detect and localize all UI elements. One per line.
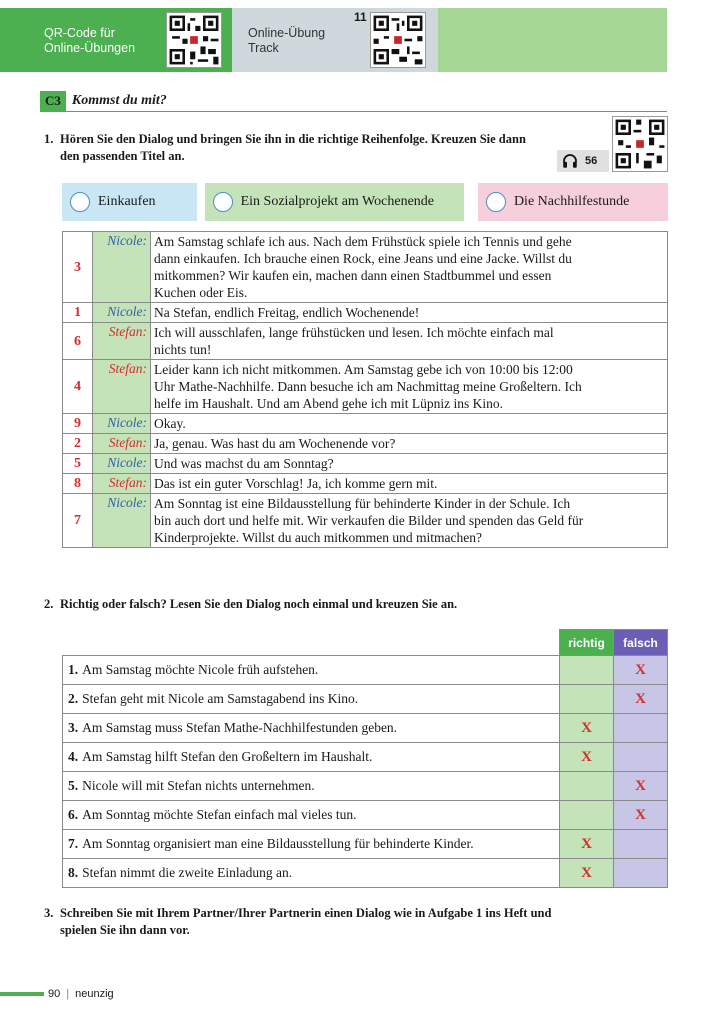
dialog-order-number[interactable]: 8	[63, 474, 93, 494]
statement-cell	[63, 801, 560, 830]
dialog-order-number[interactable]: 4	[63, 360, 93, 414]
qr-code-icon[interactable]	[370, 12, 426, 68]
task3-line2: spielen Sie ihn dann vor.	[60, 923, 190, 937]
statement-text: Am Samstag möchte Nicole früh aufstehen.	[82, 662, 319, 677]
option-label: Einkaufen	[98, 194, 156, 209]
dialog-speaker: Stefan:	[93, 323, 151, 360]
header-spacer	[63, 630, 560, 656]
header-band	[0, 8, 667, 72]
dialog-text-line: dann einkaufen. Ich brauche einen Rock, eine Jeans und eine Jacke. Willst du	[154, 251, 572, 266]
dialog-text	[151, 232, 668, 303]
dialog-row	[63, 494, 668, 548]
dialog-speaker: Stefan:	[93, 474, 151, 494]
falsch-checkbox[interactable]: X	[614, 772, 668, 801]
dialog-text	[151, 323, 668, 360]
dialog-speaker: Nicole:	[93, 454, 151, 474]
statement-row	[63, 656, 668, 685]
footer-accent-bar	[0, 992, 44, 996]
dialog-text-line: Ich will ausschlafen, lange frühstücken und lesen. Ich möchte einfach mal	[154, 325, 554, 340]
dialog-text	[151, 414, 668, 434]
true-false-table-body	[63, 630, 668, 888]
statement-text: Nicole will mit Stefan nichts unternehmen.	[82, 778, 315, 793]
statement-cell	[63, 859, 560, 888]
dialog-text	[151, 494, 668, 548]
option-label: Ein Sozialprojekt am Wochenende	[240, 194, 434, 209]
falsch-checkbox[interactable]	[614, 714, 668, 743]
falsch-checkbox[interactable]	[614, 830, 668, 859]
dialog-row	[63, 454, 668, 474]
dialog-text-line: mitkommen? Wir kaufen ein, machen dann einen Stadtbummel und essen	[154, 268, 552, 283]
dialog-speaker: Nicole:	[93, 494, 151, 548]
dialog-text-line: Ja, genau. Was hast du am Wochenende vor?	[154, 436, 396, 451]
option-label: Die Nachhilfestunde	[513, 194, 630, 209]
task2-number: 2.	[44, 597, 54, 611]
dialog-text-line: Uhr Mathe-Nachhilfe. Dann besuche ich am Nachmittag meine Großeltern. Ich	[154, 379, 582, 394]
statement-text: Am Samstag muss Stefan Mathe-Nachhilfestunden geben.	[82, 720, 398, 735]
dialog-row	[63, 360, 668, 414]
qr-code-icon[interactable]	[166, 12, 222, 68]
qr2-label-line1: Online-Übung	[248, 26, 326, 40]
richtig-checkbox[interactable]	[560, 656, 614, 685]
dialog-text-line: nichts tun!	[154, 342, 212, 357]
dialog-table-body	[63, 232, 668, 548]
qr-pattern-icon	[613, 117, 667, 171]
dialog-text-line: bin auch dort und helfe mit. Wir verkaufen die Bilder und spenden das Geld für	[154, 513, 584, 528]
richtig-checkbox[interactable]: X	[560, 743, 614, 772]
dialog-text	[151, 303, 668, 323]
task3-instruction	[44, 905, 551, 939]
qr2-label	[248, 26, 325, 56]
statement-cell	[63, 714, 560, 743]
dialog-row	[63, 323, 668, 360]
column-header-richtig: richtig	[560, 630, 614, 656]
dialog-speaker: Nicole:	[93, 232, 151, 303]
richtig-checkbox[interactable]	[560, 685, 614, 714]
dialog-speaker: Stefan:	[93, 360, 151, 414]
dialog-text-line: Kinderprojekte. Willst du auch mitkommen und mitmachen?	[154, 530, 483, 545]
statement-cell	[63, 656, 560, 685]
statement-row	[63, 859, 668, 888]
qr2-label-line2: Track	[248, 41, 279, 55]
falsch-checkbox[interactable]: X	[614, 685, 668, 714]
statement-cell	[63, 830, 560, 859]
richtig-checkbox[interactable]	[560, 772, 614, 801]
dialog-order-number[interactable]: 2	[63, 434, 93, 454]
statement-row	[63, 772, 668, 801]
dialog-text-line: Und was machst du am Sonntag?	[154, 456, 334, 471]
dialog-row	[63, 414, 668, 434]
dialog-text	[151, 360, 668, 414]
richtig-checkbox[interactable]: X	[560, 859, 614, 888]
statement-text: Stefan nimmt die zweite Einladung an.	[82, 865, 293, 880]
dialog-text-line: Am Samstag schlafe ich aus. Nach dem Frühstück spiele ich Tennis und gehe	[154, 234, 572, 249]
track-number: 11	[354, 10, 367, 24]
task2-text: Richtig oder falsch? Lesen Sie den Dialog noch einmal und kreuzen Sie an.	[60, 597, 458, 611]
task3-line1: Schreiben Sie mit Ihrem Partner/Ihrer Partnerin einen Dialog wie in Aufgabe 1 ins Heft und	[60, 906, 552, 920]
statement-row	[63, 801, 668, 830]
statement-cell	[63, 772, 560, 801]
dialog-order-number[interactable]: 1	[63, 303, 93, 323]
falsch-checkbox[interactable]: X	[614, 801, 668, 830]
dialog-text-line: Kuchen oder Eis.	[154, 285, 248, 300]
dialog-table	[62, 231, 668, 548]
dialog-text-line: Das ist ein guter Vorschlag! Ja, ich komme gern mit.	[154, 476, 438, 491]
dialog-text	[151, 474, 668, 494]
richtig-checkbox[interactable]: X	[560, 714, 614, 743]
dialog-order-number[interactable]: 5	[63, 454, 93, 474]
statement-number: 5.	[68, 778, 79, 793]
dialog-text	[151, 454, 668, 474]
richtig-checkbox[interactable]: X	[560, 830, 614, 859]
dialog-text-line: helfe im Haushalt. Und am Abend gehe ich mit Lüpniz ins Kino.	[154, 396, 504, 411]
dialog-speaker: Nicole:	[93, 414, 151, 434]
statement-number: 1.	[68, 662, 79, 677]
true-false-header-row	[63, 630, 668, 656]
statement-number: 3.	[68, 720, 79, 735]
statement-text: Am Samstag hilft Stefan den Großeltern im Haushalt.	[82, 749, 373, 764]
dialog-row	[63, 232, 668, 303]
statement-text: Am Sonntag möchte Stefan einfach mal vieles tun.	[82, 807, 357, 822]
section-heading	[40, 90, 667, 112]
radio-circle-icon[interactable]	[486, 192, 506, 212]
dialog-row	[63, 434, 668, 454]
qr1-label-line1: QR-Code für	[44, 26, 115, 40]
statement-cell	[63, 685, 560, 714]
qr1-label-line2: Online-Übungen	[44, 41, 136, 55]
statement-row	[63, 685, 668, 714]
dialog-row	[63, 474, 668, 494]
header-band-fill	[438, 8, 667, 72]
page-number: 90	[48, 988, 61, 1000]
dialog-row	[63, 303, 668, 323]
statement-row	[63, 743, 668, 772]
dialog-order-number[interactable]: 7	[63, 494, 93, 548]
qr-online-exercises-panel	[0, 8, 232, 72]
falsch-checkbox[interactable]	[614, 743, 668, 772]
dialog-text-line: Okay.	[154, 416, 186, 431]
page-footer	[0, 988, 114, 1000]
dialog-order-number[interactable]: 6	[63, 323, 93, 360]
qr-code-icon[interactable]	[612, 116, 668, 172]
dialog-text	[151, 434, 668, 454]
dialog-speaker: Stefan:	[93, 434, 151, 454]
task1-line2: den passenden Titel an.	[60, 149, 185, 163]
section-badge: C3	[40, 91, 66, 111]
statement-cell	[63, 743, 560, 772]
qr1-label	[44, 26, 135, 56]
headphones-icon	[561, 152, 579, 170]
task3-number: 3.	[44, 906, 54, 920]
section-title: Kommst du mit?	[71, 92, 167, 108]
true-false-table	[62, 629, 668, 888]
statement-text: Am Sonntag organisiert man eine Bildausstellung für behinderte Kinder.	[82, 836, 474, 851]
task1-number: 1.	[44, 132, 54, 146]
dialog-text-line: Am Sonntag ist eine Bildausstellung für behinderte Kinder in der Schule. Ich	[154, 496, 571, 511]
task1-instruction	[44, 131, 526, 165]
qr-online-track-panel	[232, 8, 438, 72]
falsch-checkbox[interactable]	[614, 859, 668, 888]
qr-pattern-icon	[167, 13, 221, 67]
dialog-order-number[interactable]: 3	[63, 232, 93, 303]
column-header-falsch: falsch	[614, 630, 668, 656]
qr-pattern-icon	[371, 13, 425, 67]
dialog-order-number[interactable]: 9	[63, 414, 93, 434]
task2-instruction	[44, 596, 457, 613]
option-nachhilfestunde[interactable]	[478, 183, 668, 221]
statement-number: 6.	[68, 807, 79, 822]
statement-number: 2.	[68, 691, 79, 706]
statement-number: 4.	[68, 749, 79, 764]
dialog-text-line: Na Stefan, endlich Freitag, endlich Wochenende!	[154, 305, 420, 320]
option-sozialprojekt[interactable]	[205, 183, 464, 221]
dialog-text-line: Leider kann ich nicht mitkommen. Am Samstag gebe ich von 10:00 bis 12:00	[154, 362, 573, 377]
page-word: neunzig	[75, 988, 114, 1000]
statement-row	[63, 830, 668, 859]
statement-text: Stefan geht mit Nicole am Samstagabend ins Kino.	[82, 691, 359, 706]
dialog-speaker: Nicole:	[93, 303, 151, 323]
radio-circle-icon[interactable]	[70, 192, 90, 212]
richtig-checkbox[interactable]	[560, 801, 614, 830]
audio-track-badge[interactable]	[557, 150, 609, 172]
statement-number: 8.	[68, 865, 79, 880]
title-options	[62, 183, 668, 221]
falsch-checkbox[interactable]: X	[614, 656, 668, 685]
statement-row	[63, 714, 668, 743]
footer-separator: |	[66, 988, 70, 1000]
option-einkaufen[interactable]	[62, 183, 197, 221]
statement-number: 7.	[68, 836, 79, 851]
audio-track-number: 56	[585, 155, 598, 167]
radio-circle-icon[interactable]	[213, 192, 233, 212]
task1-line1: Hören Sie den Dialog und bringen Sie ihn in die richtige Reihenfolge. Kreuzen Sie dann	[60, 132, 526, 146]
